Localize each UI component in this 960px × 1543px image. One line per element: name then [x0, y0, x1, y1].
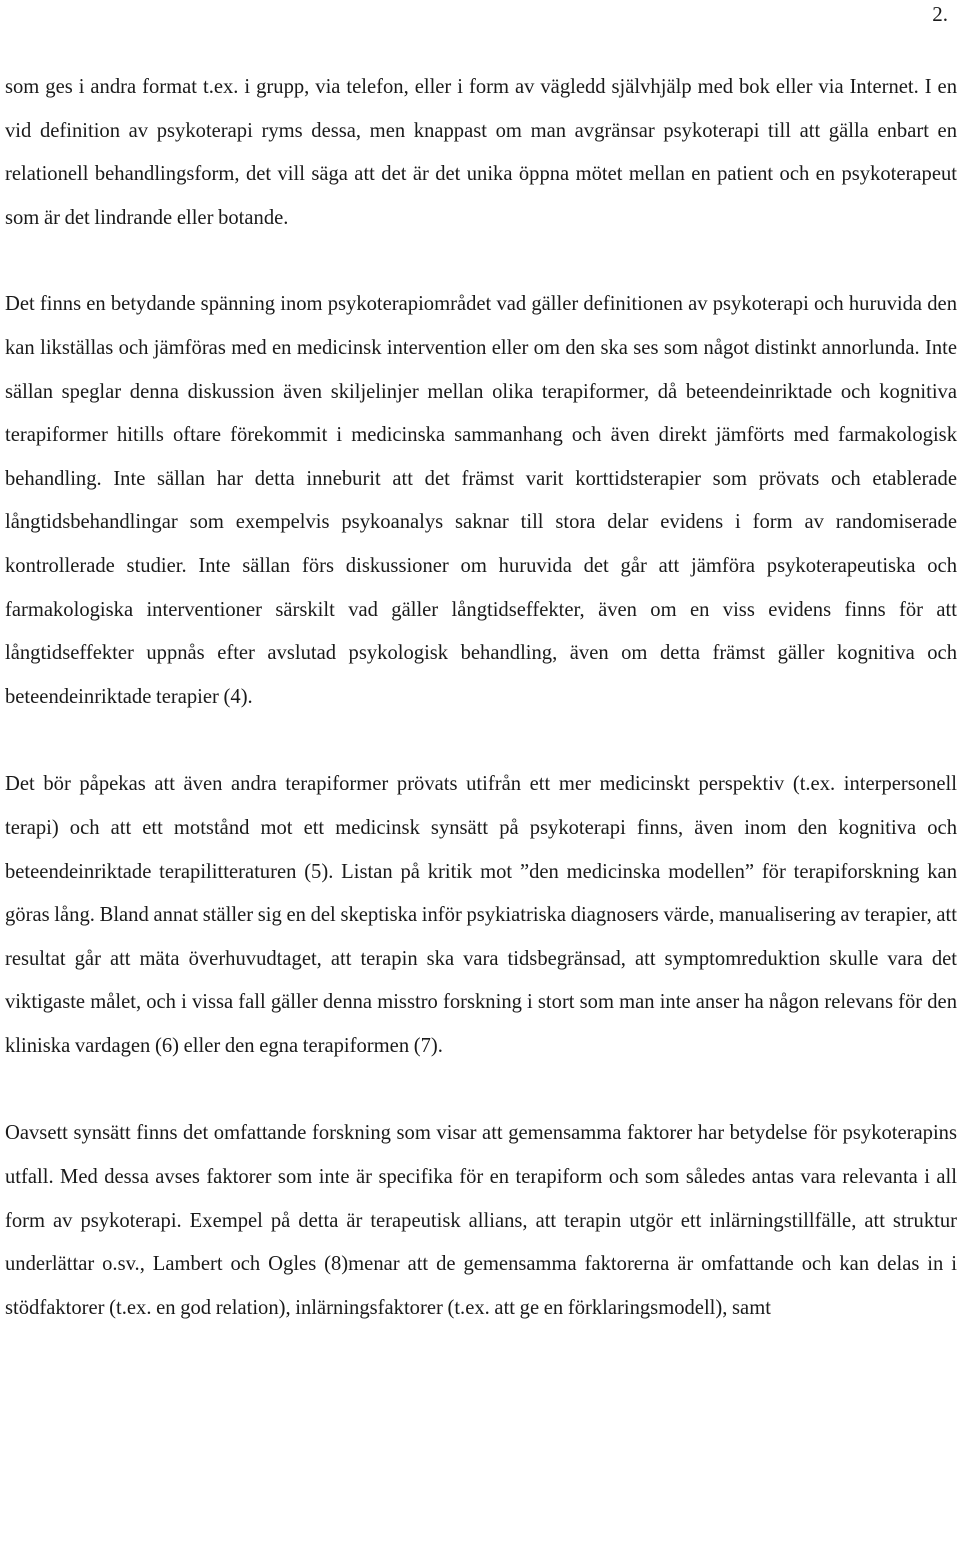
paragraph-4: Oavsett synsätt finns det omfattande forskning som visar att gemensamma faktorer har betydelse för psykoterapins utfall. Med dessa avses faktorer som inte är specifika för en terapiform och som således antas vara relevanta i all form av psykoterapi. Exempel på detta är terapeutisk allians, att terapin utgör ett inlärningstillfälle, att struktur underlättar o.sv., Lambert och Ogles (8)menar att de gemensamma faktorerna är omfattande och kan delas in i stödfaktorer (t.ex. en god relation), inlärningsfaktorer (t.ex. att ge en förklaringsmodell), samt [5, 1122, 957, 1319]
document-body [5, 66, 957, 1330]
page-number: 2. [932, 2, 948, 26]
paragraph-3: Det bör påpekas att även andra terapiformer prövats utifrån ett mer medicinskt perspektiv (t.ex. interpersonell terapi) och att ett motstånd mot ett medicinsk synsätt på psykoterapi finns, även inom den kognitiva och beteendeinriktade terapilitteraturen (5). Listan på kritik mot ”den medicinska modellen” för terapiforskning kan göras lång. Bland annat ställer sig en del skeptiska inför psykiatriska diagnosers värde, manualisering av terapier, att resultat går att mäta överhuvudtaget, att terapin ska vara tidsbegränsad, att symptomreduktion skulle vara det viktigaste målet, och i vissa fall gäller denna misstro forskning i stort som man inte anser ha någon relevans för den kliniska vardagen (6) eller den egna terapiformen (7). [5, 773, 957, 1057]
paragraph-1: som ges i andra format t.ex. i grupp, via telefon, eller i form av vägledd självhjälp med bok eller via Internet. I en vid definition av psykoterapi ryms dessa, men knappast om man avgränsar psykoterapi till att gälla enbart en relationell behandlingsform, det vill säga att det är det unika öppna mötet mellan en patient och en psykoterapeut som är det lindrande eller botande. [5, 76, 957, 229]
paragraph-2: Det finns en betydande spänning inom psykoterapiområdet vad gäller definitionen av psykoterapi och huruvida den kan likställas och jämföras med en medicinsk intervention eller om den ska ses som något distinkt annorlunda. Inte sällan speglar denna diskussion även skiljelinjer mellan olika terapiformer, då beteendeinriktade och kognitiva terapiformer hitills oftare förekommit i medicinska sammanhang och även direkt jämförts med farmakologisk behandling. Inte sällan har detta inneburit att det främst varit korttidsterapier som prövats och etablerade långtidsbehandlingar som exempelvis psykoanalys saknar till stora delar evidens i form av randomiserade kontrollerade studier. Inte sällan förs diskussioner om huruvida det går att jämföra psykoterapeutiska och farmakologiska interventioner särskilt vad gäller långtidseffekter, även om en viss evidens finns för att långtidseffekter uppnås efter avslutad psykologisk behandling, även om detta främst gäller kognitiva och beteendeinriktade terapier (4). [5, 293, 957, 708]
